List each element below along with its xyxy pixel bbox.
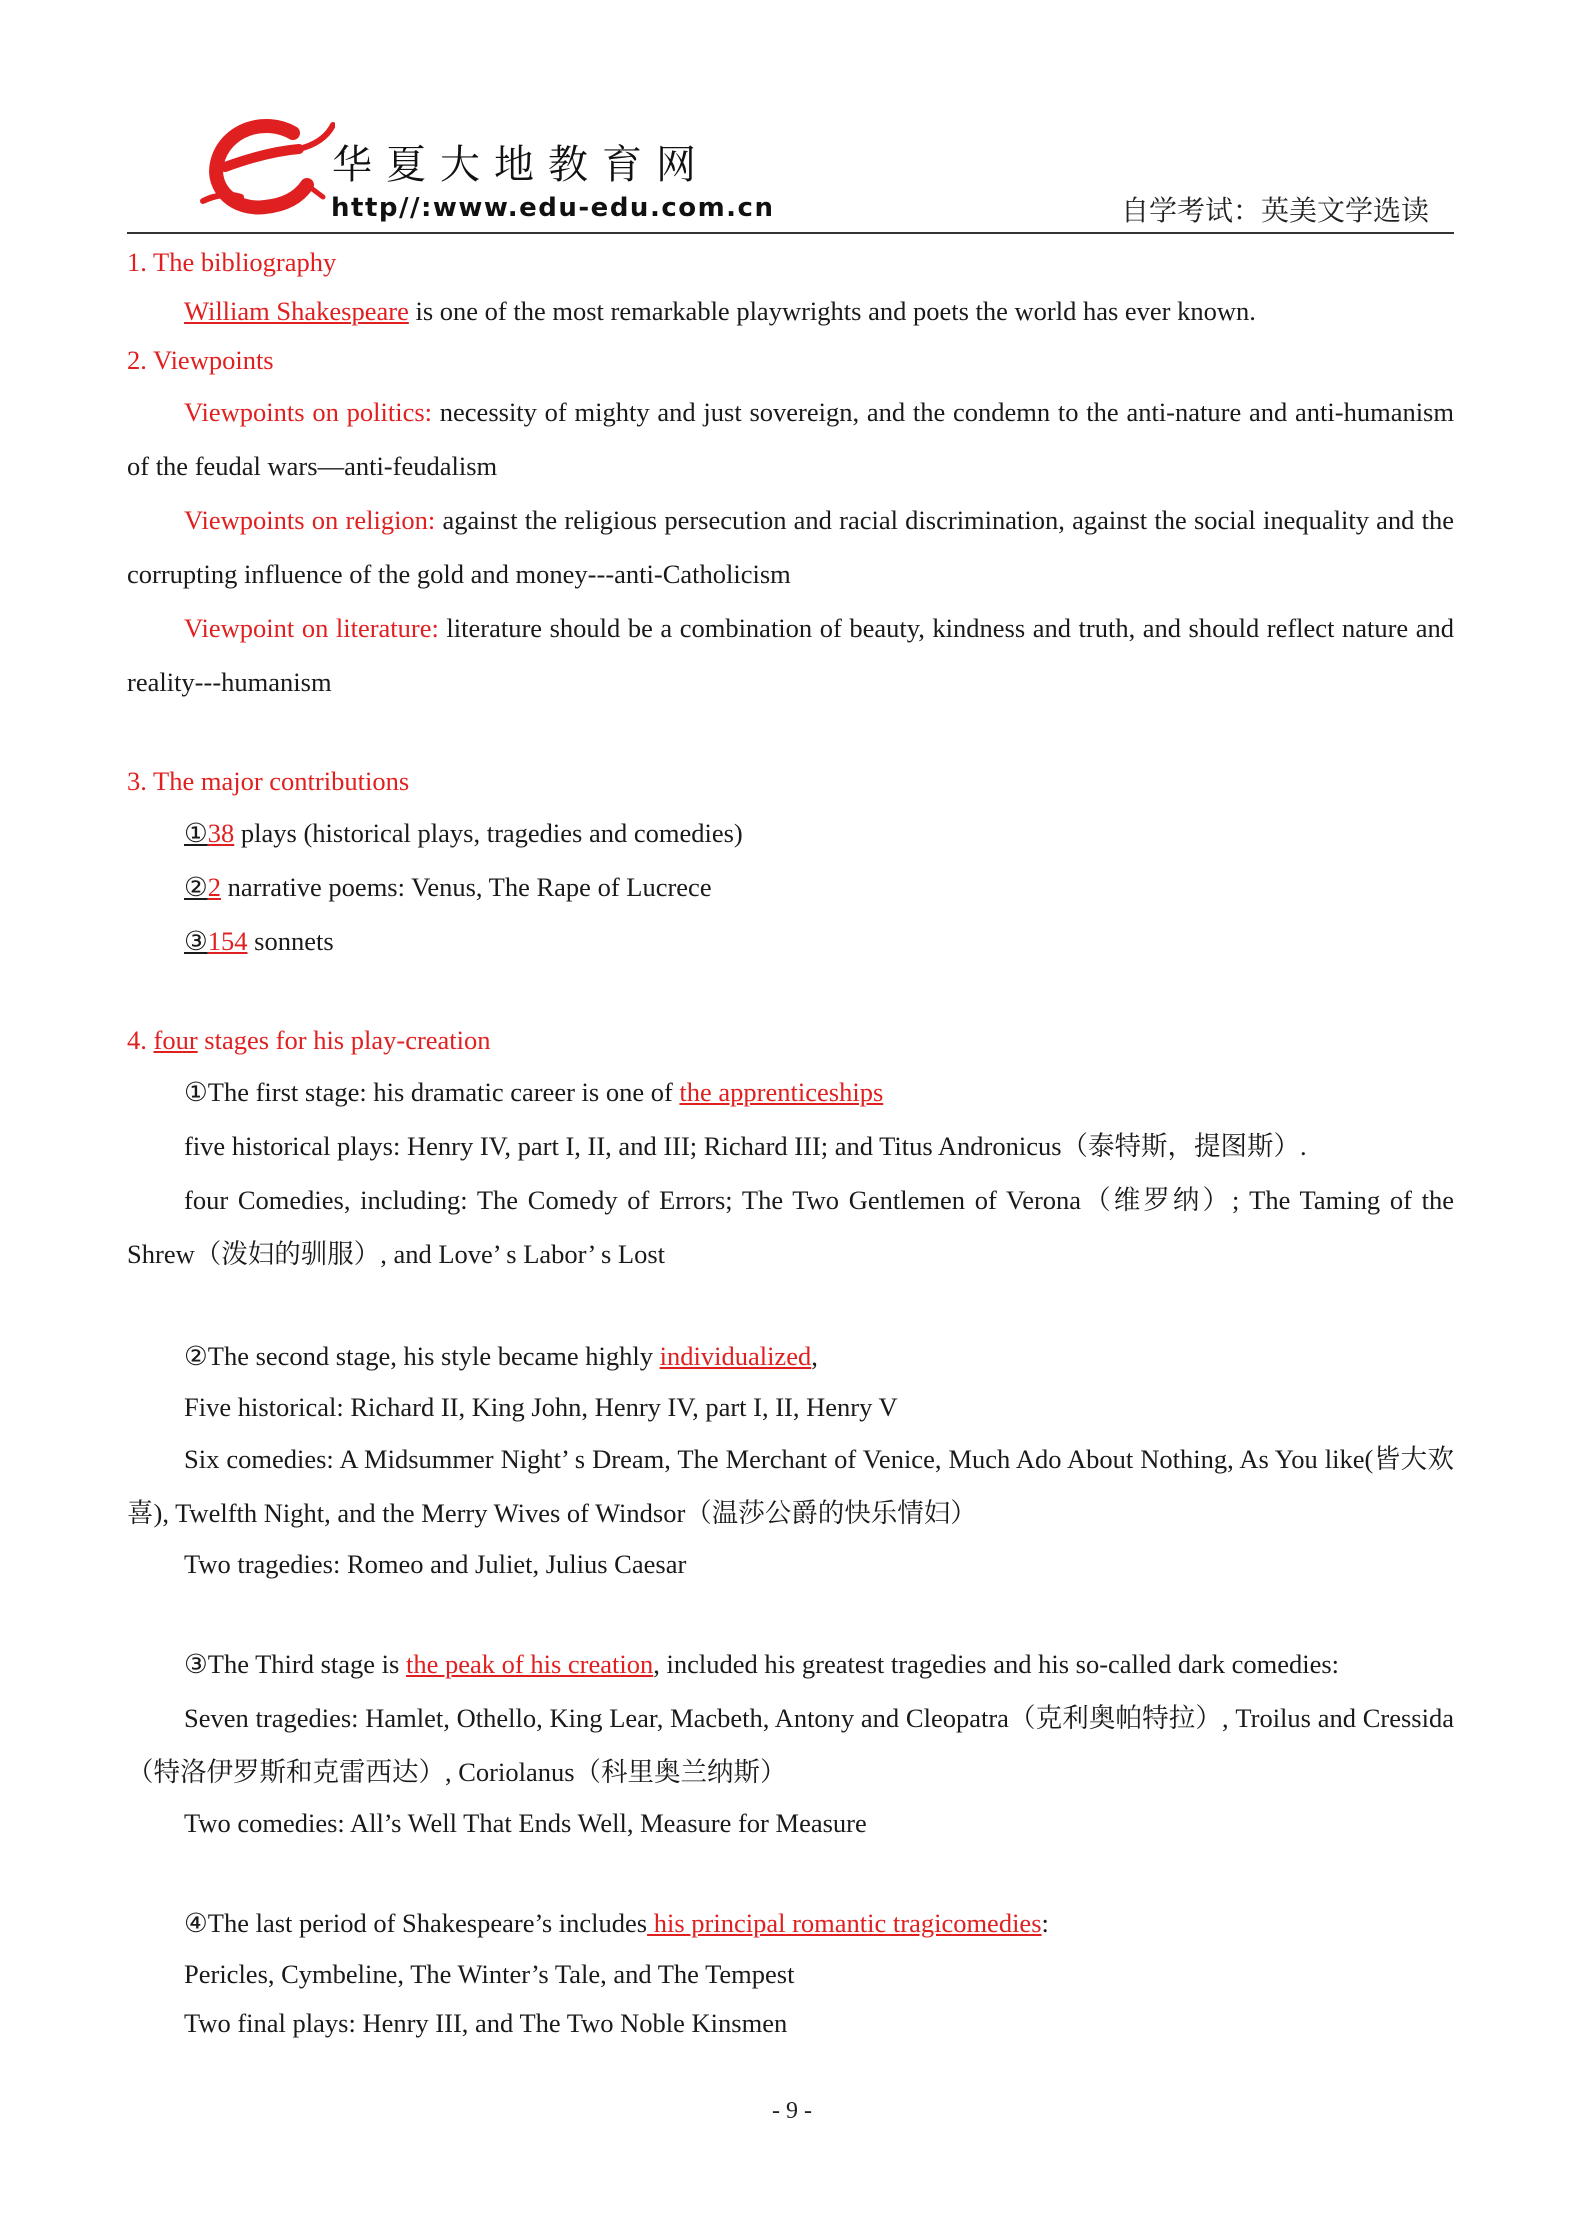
stage-two-intro	[127, 1329, 1454, 1383]
site-url[interactable]: http//:www.edu-edu.com.cn	[331, 193, 775, 223]
stage-four-tail: :	[1041, 1908, 1049, 1938]
list-marker: ①	[184, 818, 208, 848]
header-divider	[127, 232, 1454, 234]
stage-four-final-plays: Two final plays: Henry III, and The Two Noble Kinsmen	[184, 2008, 788, 2038]
stage-four-text: ④The last period of Shakespeare’s includes	[184, 1908, 648, 1938]
stage-three-comedies: Two comedies: All’s Well That Ends Well, Measure for Measure	[184, 1808, 867, 1838]
page-header	[127, 105, 1454, 233]
contribution-count: 38	[207, 818, 235, 848]
stage-one-comedies: four Comedies, including: The Comedy of Errors; The Two Gentlemen of Verona（维罗纳）; The Taming of the Shrew（泼妇的驯服）, and Love’ s Labor’ s Lost	[127, 1185, 1454, 1269]
stage-three-tail: , included his greatest tragedies and his so-called dark comedies:	[653, 1649, 1340, 1679]
apprenticeships-link[interactable]: the apprenticeships	[679, 1077, 884, 1107]
stage-three-text: ③The Third stage is	[184, 1649, 406, 1679]
list-item	[184, 806, 1454, 860]
stage-three-tragedies: Seven tragedies: Hamlet, Othello, King Lear, Macbeth, Antony and Cleopatra（克利奥帕特拉）, Troilus and Cressida（特洛伊罗斯和克雷西达）, Coriolanus（科里奥兰纳斯）	[127, 1703, 1454, 1787]
contributions-list	[127, 806, 1454, 968]
stage-one-text: ①The first stage: his dramatic career is one of	[184, 1077, 680, 1107]
stage-three-intro	[127, 1637, 1454, 1691]
literature-label: Viewpoint on literature:	[184, 613, 439, 643]
stage-two-tail: ,	[811, 1341, 818, 1371]
stage-one-intro	[127, 1065, 1454, 1119]
religion-text: against the religious persecution and racial discrimination, against the social inequality and the corrupting influence of the gold and money---anti-Catholicism	[127, 505, 1454, 589]
site-name: 华夏大地教育网	[332, 142, 710, 188]
contribution-count: 2	[207, 872, 222, 902]
shakespeare-link[interactable]: William Shakespeare	[184, 296, 409, 326]
list-item-text: narrative poems: Venus, The Rape of Lucrece	[221, 872, 712, 902]
list-item-text: sonnets	[247, 926, 334, 956]
list-marker: ②	[184, 872, 208, 902]
bibliography-paragraph	[127, 287, 1454, 336]
religion-label: Viewpoints on religion:	[184, 505, 436, 535]
stage-two-histories: Five historical: Richard II, King John, Henry IV, part I, II, Henry V	[184, 1392, 898, 1422]
section-heading-contributions: 3. The major contributions	[127, 766, 410, 796]
tragicomedies-link[interactable]: his principal romantic tragicomedies	[647, 1908, 1042, 1938]
peak-link[interactable]: the peak of his creation	[405, 1649, 654, 1679]
list-item	[184, 860, 1454, 914]
heading-suffix: stages for his play-creation	[197, 1025, 491, 1055]
individualized-link[interactable]: individualized	[659, 1341, 812, 1371]
list-item	[184, 914, 1454, 968]
literature-text: literature should be a combination of beauty, kindness and truth, and should reflect nature and reality---humanism	[127, 613, 1454, 697]
viewpoint-politics	[127, 385, 1454, 493]
list-item-text: plays (historical plays, tragedies and comedies)	[234, 818, 743, 848]
red-e-logo-icon	[195, 115, 335, 223]
heading-prefix: 4.	[127, 1025, 154, 1055]
stage-four-intro	[127, 1896, 1454, 1950]
bibliography-text: is one of the most remarkable playwrights and poets the world has ever known.	[408, 296, 1256, 326]
politics-text: necessity of mighty and just sovereign, and the condemn to the anti-nature and anti-humanism of the feudal wars—anti-feudalism	[127, 397, 1454, 481]
viewpoint-literature	[127, 601, 1454, 709]
stage-two-text: ②The second stage, his style became highly	[184, 1341, 660, 1371]
stage-four-romances: Pericles, Cymbeline, The Winter’s Tale, and The Tempest	[184, 1959, 795, 1989]
document-body	[127, 238, 1454, 2048]
heading-four: four	[153, 1025, 198, 1055]
exam-title: 自学考试：英美文学选读	[1120, 194, 1429, 227]
section-heading-viewpoints: 2. Viewpoints	[127, 345, 274, 375]
contribution-count: 154	[207, 926, 248, 956]
viewpoint-religion	[127, 493, 1454, 601]
page-number: - 9 -	[772, 2098, 812, 2124]
stage-two-comedies: Six comedies: A Midsummer Night’ s Dream, The Merchant of Venice, Much Ado About Nothing, As You like(皆大欢喜), Twelfth Night, and the Merry Wives of Windsor（温莎公爵的快乐情妇）	[127, 1444, 1454, 1528]
section-heading-bibliography: 1. The bibliography	[127, 247, 337, 277]
section-heading-stages	[127, 1016, 1454, 1065]
politics-label: Viewpoints on politics:	[184, 397, 433, 427]
list-marker: ③	[184, 926, 208, 956]
stage-one-histories: five historical plays: Henry IV, part I, II, and III; Richard III; and Titus Andronicus（泰特斯，提图斯）.	[184, 1131, 1307, 1161]
stage-two-tragedies: Two tragedies: Romeo and Juliet, Julius Caesar	[184, 1549, 687, 1579]
